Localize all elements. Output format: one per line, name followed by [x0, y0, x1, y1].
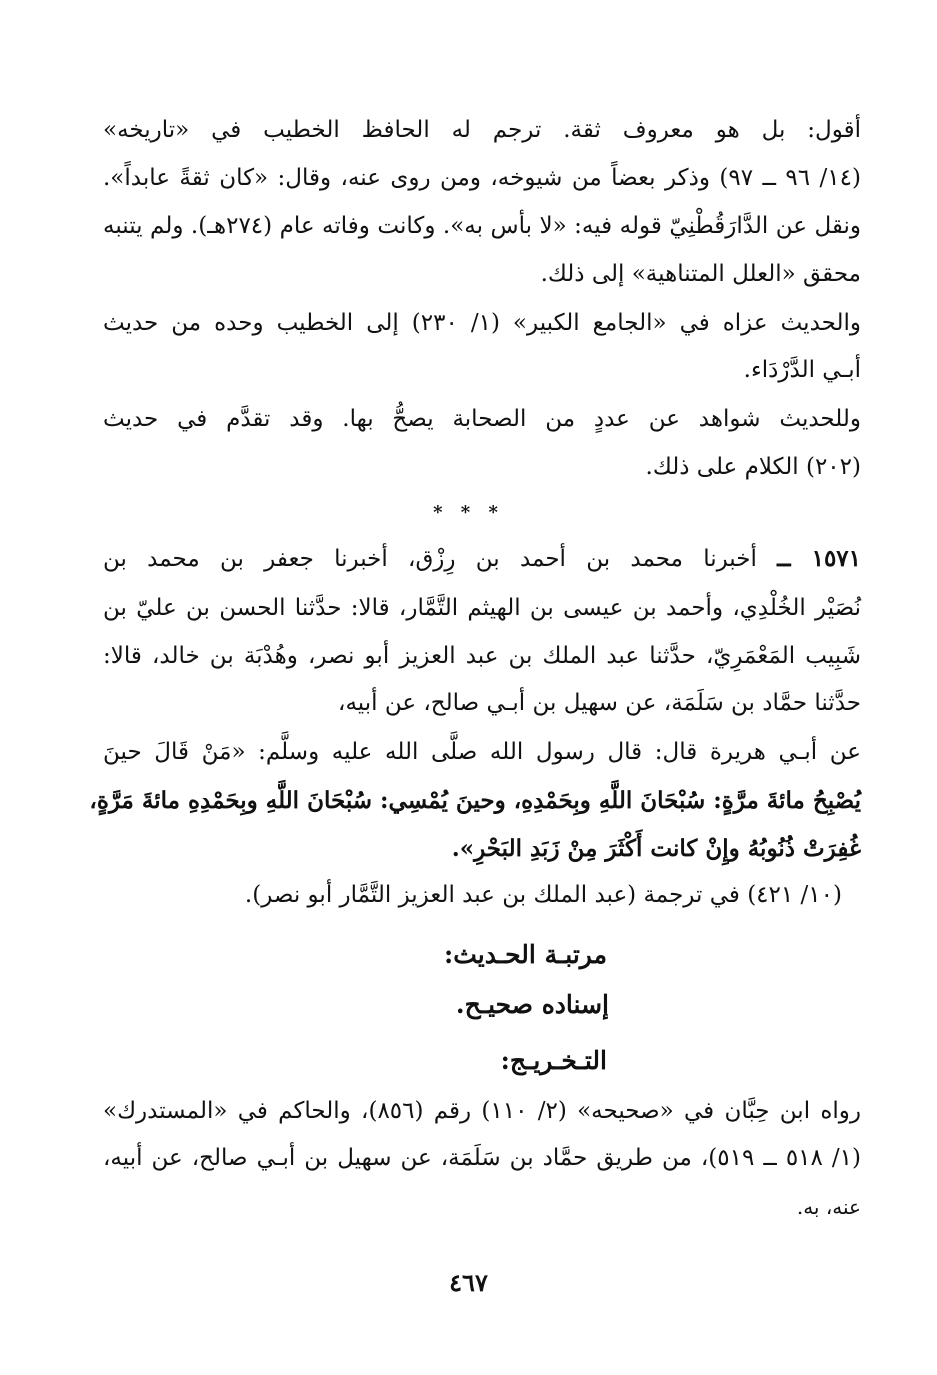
takhrij-line-2: (١/ ٥١٨ ــ ٥١٩)، من طريق حمَّاد بن سَلَمَة، عن سهيل بن أبـي صالح، عن أبيه، [103, 1145, 861, 1171]
paragraph-3-line-1: وللحديث شواهد عن عددٍ من الصحابة يصحُّ بها. وقد تقدَّم في حديث [103, 406, 861, 432]
hadith-line-1 [103, 544, 861, 574]
paragraph-1-line-4: محقق «العلل المتناهية» إلى ذلك. [540, 261, 861, 287]
paragraph-1-line-3: ونقل عن الدَّارَقُطْنِيّ قوله فيه: «لا بأس به». وكانت وفاته عام (٢٧٤هـ). ولم يتنبه [103, 213, 862, 239]
hadith-line-3: شَبِيب المَعْمَرِيّ، حدَّثنا عبد الملك بن عبد العزيز أبو نصر، وهُدْبَة بن خالد، قالا: [103, 643, 861, 669]
paragraph-2-line-1: والحديث عزاه في «الجامع الكبير» (١/ ٢٣٠) إلى الخطيب وحده من حديث [103, 310, 862, 336]
paragraph-1-line-2: (١٤/ ٩٦ ــ ٩٧) وذكر بعضاً من شيوخه، ومن روى عنه، وقال: «كان ثقةً عابداً». [103, 165, 861, 191]
hadith-line-4: حدَّثنا حمَّاد بن سَلَمَة، عن سهيل بن أبـي صالح، عن أبيه، [338, 690, 861, 716]
hadith-line-2: نُصَيْر الخُلْدِي، وأحمد بن عيسى بن الهيثم التَّمَّار، قالا: حدَّثنا الحسن بن عليّ بن [103, 595, 861, 621]
hadith-number: ١٥٧١ ــ [777, 545, 862, 572]
hadith-line-5: عن أبـي هريرة قال: قال رسول الله صلَّى الله عليه وسلَّم: «مَنْ قَالَ حينَ [103, 739, 861, 765]
page-number: ٤٦٧ [449, 1268, 488, 1297]
section-separator: * * * [433, 502, 504, 523]
paragraph-3-line-2: (٢٠٢) الكلام على ذلك. [645, 454, 861, 480]
paragraph-1-line-1: أقول: بل هو معروف ثقة. ترجم له الحافظ الخطيب في «تاريخه» [103, 117, 861, 143]
takhrij-line-3: عنه، به. [796, 1195, 861, 1219]
hadith-line-7: غُفِرَتْ ذُنُوبُهُ وإِنْ كانت أَكْثَرَ مِنْ زَبَدِ البَحْرِ». [451, 835, 861, 862]
rank-heading: مرتبـة الحـديث: [443, 940, 607, 969]
hadith-line-6: يُصْبِحُ مائةَ مرَّةٍ: سُبْحَانَ اللَّهِ وبِحَمْدِهِ، وحينَ يُمْسِي: سُبْحَانَ اللَّهِ وبِحَمْدِهِ مائةَ مَرَّةٍ، [89, 787, 861, 814]
takhrij-line-1: رواه ابن حِبَّان في «صحيحه» (٢/ ١١٠) رقم (٨٥٦)، والحاكم في «المستدرك» [103, 1098, 862, 1124]
takhrij-heading: التـخـريـج: [500, 1046, 607, 1075]
rank-text: إسناده صحيـح. [455, 990, 609, 1019]
paragraph-2-line-2: أبـي الدَّرْدَاء. [743, 357, 861, 383]
hadith-source-reference: (١٠/ ٤٢١) في ترجمة (عبد الملك بن عبد العزيز التَّمَّار أبو نصر). [244, 882, 842, 908]
hadith-line-1-text: أخبرنا محمد بن أحمد بن رِزْق، أخبرنا جعفر بن محمد بن [103, 546, 757, 572]
